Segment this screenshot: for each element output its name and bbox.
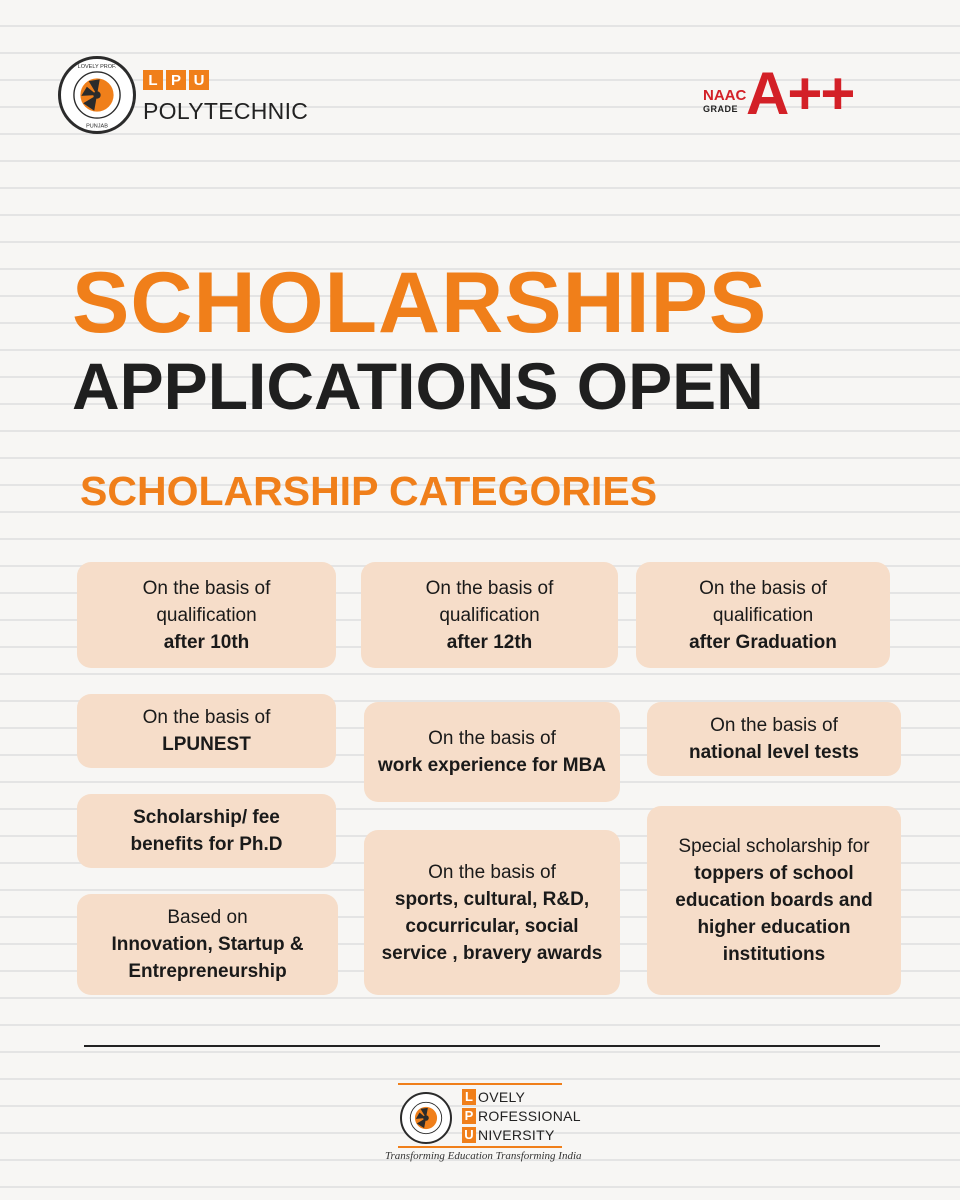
footer-seal-logo <box>400 1092 452 1144</box>
footer-row-lovely <box>462 1088 581 1105</box>
card-text: On the basis of <box>142 577 271 599</box>
card-bold-text: after Graduation <box>689 631 837 653</box>
section-title: SCHOLARSHIP CATEGORIES <box>80 468 658 514</box>
card-text: Based on <box>167 907 248 928</box>
footer-row-professional <box>462 1107 581 1124</box>
divider-line <box>84 1045 880 1047</box>
card-toppers-special <box>647 806 901 995</box>
card-bold-text: toppers of school <box>694 863 854 884</box>
card-text: qualification <box>712 604 814 626</box>
logo-letter-u: U <box>189 70 209 90</box>
card-text: Special scholarship for <box>678 836 870 857</box>
footer-tagline: Transforming Education Transforming India <box>385 1150 582 1162</box>
card-work-experience-mba <box>364 702 620 802</box>
card-bold-text: service , bravery awards <box>381 942 603 964</box>
svg-text:PUNJAB: PUNJAB <box>86 123 108 130</box>
card-text: On the basis of <box>425 577 554 599</box>
footer-letter: L <box>462 1089 476 1105</box>
card-bold-text: work experience for MBA <box>377 755 607 776</box>
card-bold-text: higher education <box>697 917 851 938</box>
card-after-10th <box>77 562 336 668</box>
card-bold-text: after 12th <box>446 631 533 653</box>
card-phd-benefits <box>77 794 336 868</box>
headline-subtitle: APPLICATIONS OPEN <box>72 349 764 423</box>
card-after-12th <box>361 562 618 668</box>
footer-rule-bottom <box>398 1146 562 1148</box>
card-text: On the basis of <box>428 728 556 749</box>
card-text: qualification <box>156 604 257 626</box>
card-bold-text: institutions <box>722 944 826 965</box>
lpu-seal-logo <box>58 56 136 134</box>
footer-letter: P <box>462 1108 476 1124</box>
footer-rule-top <box>398 1083 562 1085</box>
card-bold-text: Scholarship/ fee <box>133 807 280 828</box>
footer-letter: U <box>462 1127 476 1143</box>
card-lpunest <box>77 694 336 768</box>
logo-letter-l: L <box>143 70 163 90</box>
headline-title: SCHOLARSHIPS <box>72 255 768 351</box>
card-bold-text: sports, cultural, R&D, <box>394 888 590 910</box>
naac-grade-mark: A++ <box>746 60 854 127</box>
card-bold-text: cocurricular, social <box>405 915 579 937</box>
naac-grade-label: GRADE <box>703 104 739 114</box>
card-text: On the basis of <box>710 715 838 736</box>
card-text: qualification <box>439 604 540 626</box>
card-bold-text: after 10th <box>163 631 250 653</box>
lpu-letter-boxes <box>143 70 209 90</box>
svg-text:LOVELY PROF.: LOVELY PROF. <box>77 64 117 71</box>
card-sports-cultural <box>364 830 620 995</box>
logo-name: POLYTECHNIC <box>143 98 309 124</box>
card-after-graduation <box>636 562 890 668</box>
logo-letter-p: P <box>166 70 186 90</box>
card-national-level-tests <box>647 702 901 776</box>
card-bold-text: benefits for Ph.D <box>130 834 283 855</box>
card-bold-text: Innovation, Startup & <box>111 934 304 955</box>
card-text: On the basis of <box>699 577 827 599</box>
footer-row-university <box>462 1126 581 1143</box>
footer-word: OVELY <box>478 1088 526 1105</box>
card-bold-text: LPUNEST <box>162 734 251 755</box>
card-bold-text: national level tests <box>688 742 859 763</box>
card-bold-text: education boards and <box>675 890 873 911</box>
footer-word: NIVERSITY <box>478 1126 555 1143</box>
footer-word: ROFESSIONAL <box>478 1107 581 1124</box>
naac-label: NAAC <box>703 87 747 104</box>
card-text: On the basis of <box>142 707 271 728</box>
card-innovation-startup <box>77 894 338 995</box>
card-bold-text: Entrepreneurship <box>128 961 287 982</box>
footer-wordmark <box>462 1088 581 1143</box>
card-text: On the basis of <box>428 861 556 883</box>
